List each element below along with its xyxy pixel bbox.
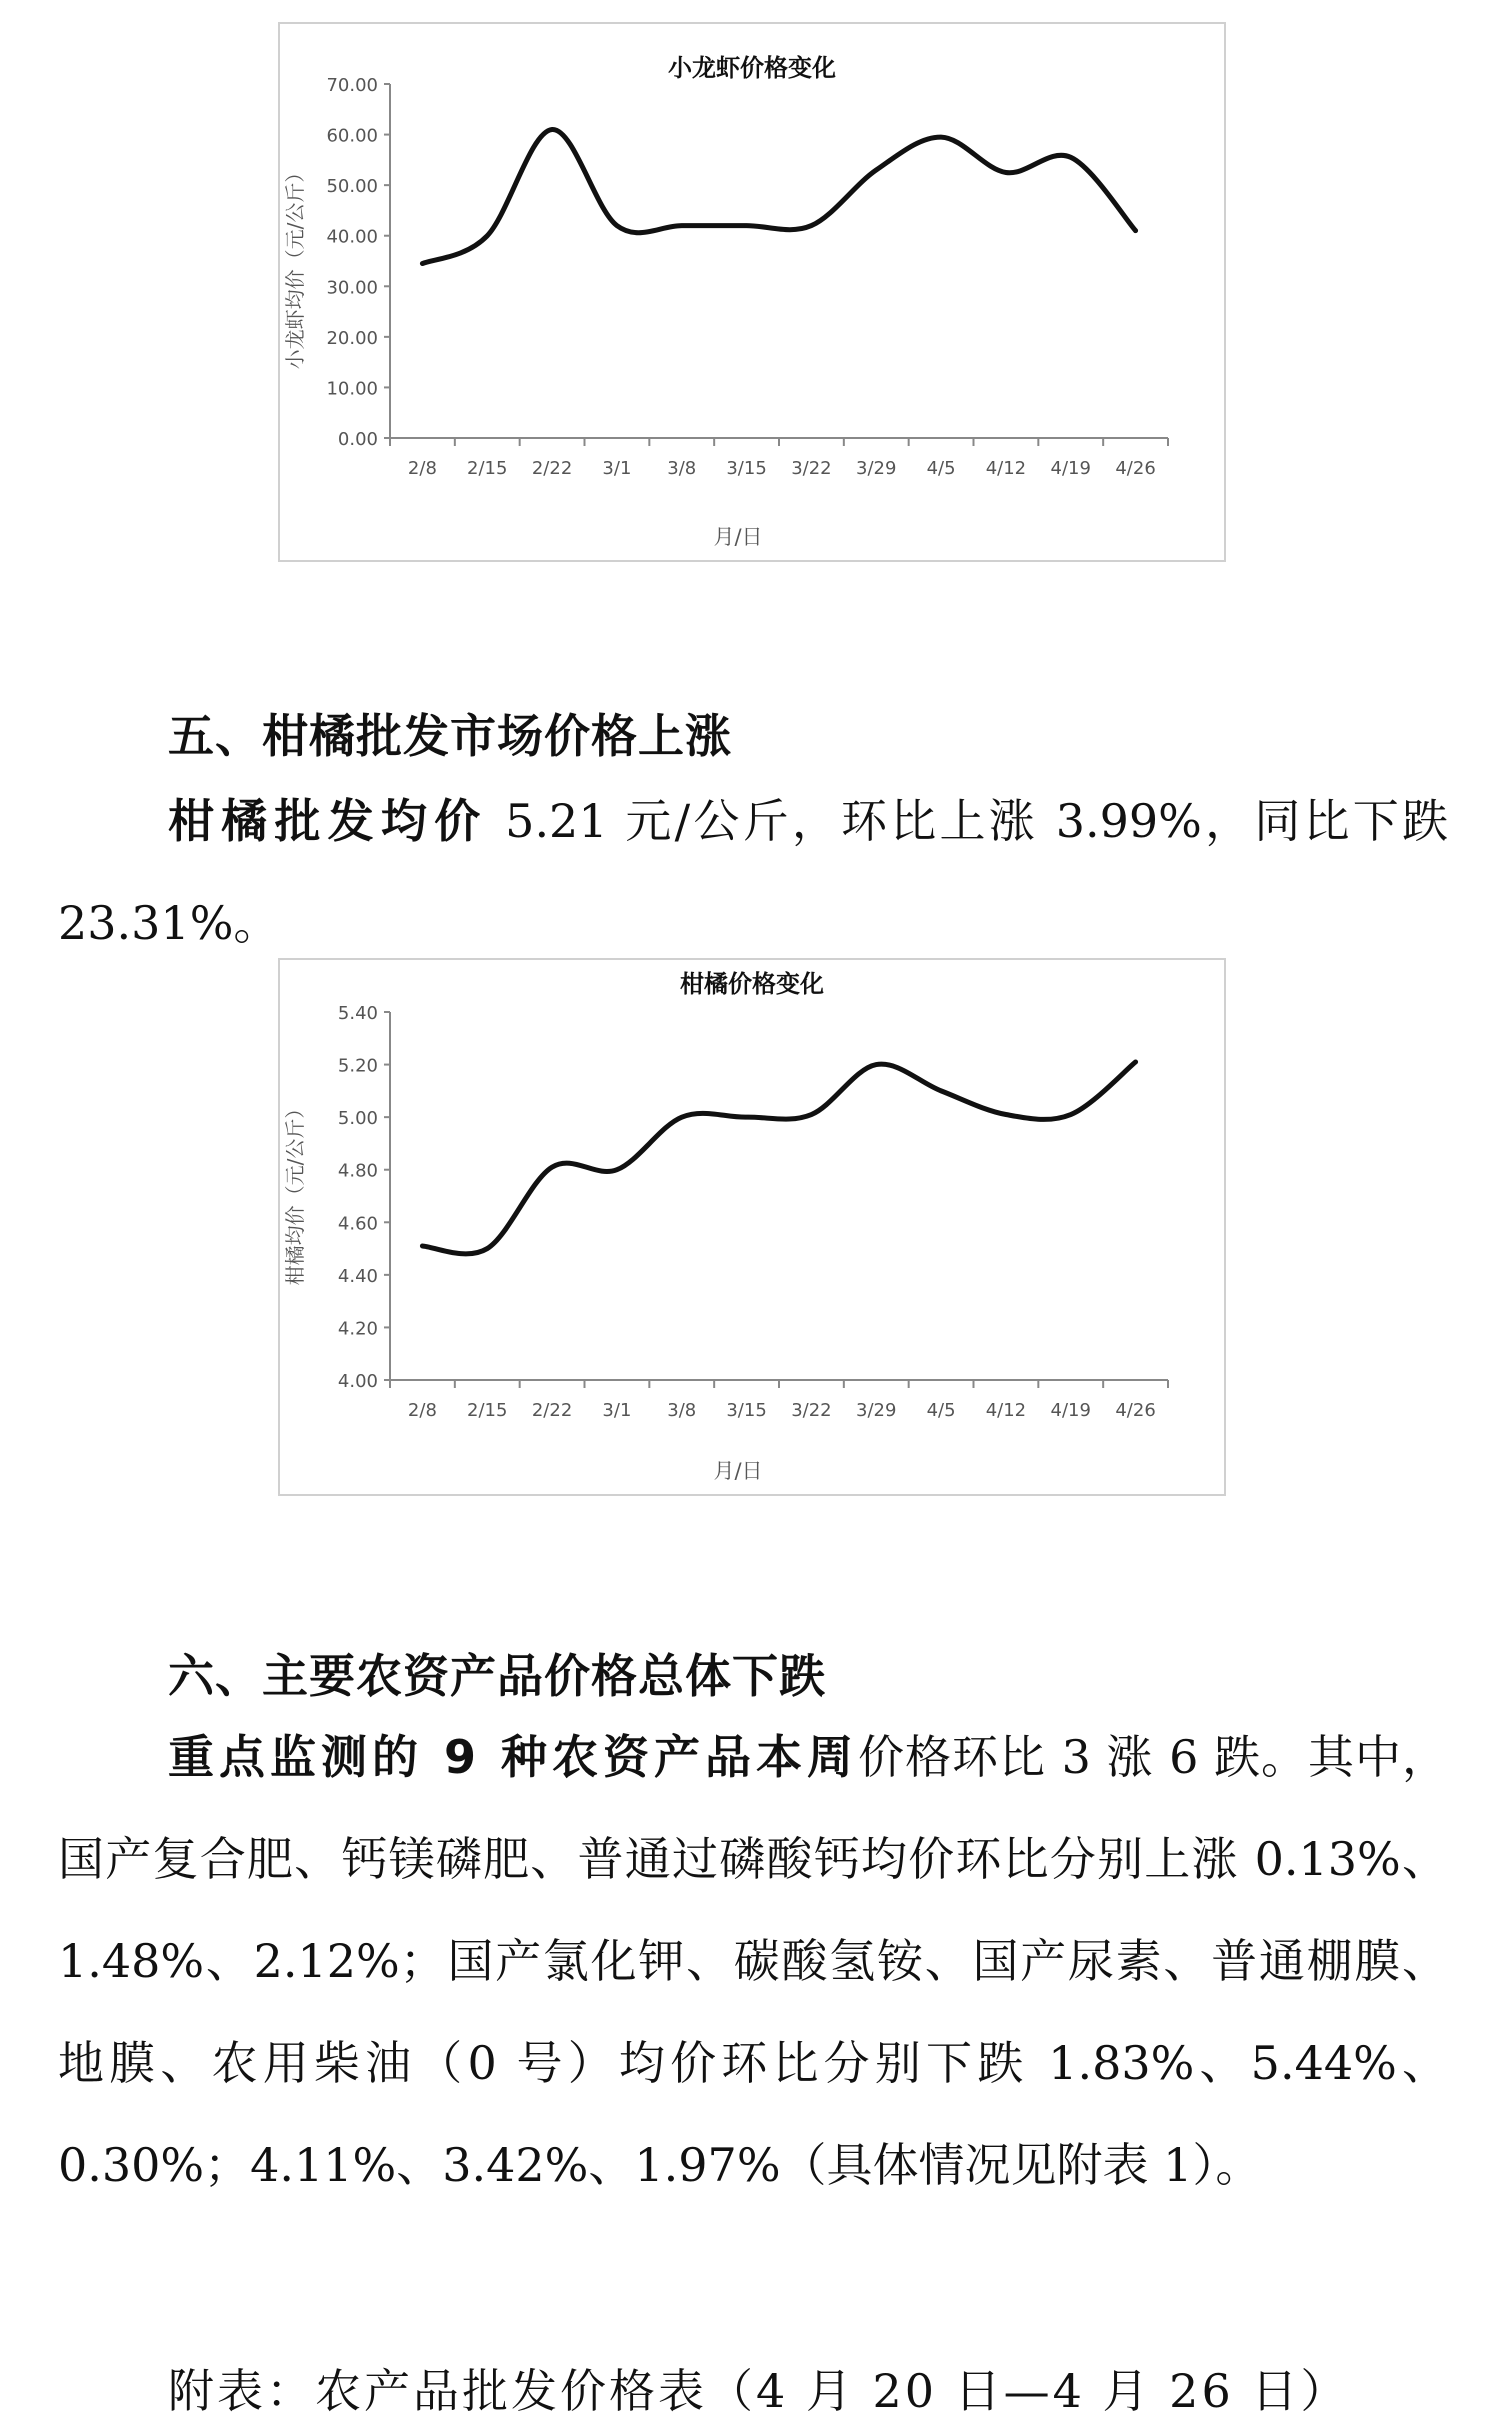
x-tick-label: 4/5 bbox=[926, 1400, 956, 1421]
y-tick-label: 4.00 bbox=[337, 1371, 378, 1392]
section6-bold-lead: 重点监测的 9 种农资产品本周 bbox=[168, 1730, 858, 1784]
data-point bbox=[420, 1244, 424, 1248]
data-point bbox=[745, 1115, 749, 1119]
appendix-caption: 附表：农产品批发价格表（4 月 20 日—4 月 26 日） bbox=[168, 2364, 1350, 2418]
data-point bbox=[680, 224, 684, 228]
data-point bbox=[485, 234, 489, 238]
x-tick-label: 3/1 bbox=[602, 458, 632, 479]
data-point bbox=[874, 168, 878, 172]
x-tick-label: 4/19 bbox=[1050, 1400, 1091, 1421]
data-point bbox=[1004, 171, 1008, 175]
data-point bbox=[1069, 1113, 1073, 1117]
data-point bbox=[615, 1168, 619, 1172]
x-tick-label: 4/5 bbox=[926, 458, 956, 479]
x-tick-label: 3/8 bbox=[667, 1400, 697, 1421]
crayfish-chart-svg bbox=[280, 24, 1224, 560]
y-tick-label: 30.00 bbox=[326, 277, 378, 299]
citrus-price-chart bbox=[278, 958, 1226, 1496]
x-tick-label: 3/29 bbox=[856, 1400, 897, 1421]
x-tick-label: 4/26 bbox=[1115, 1400, 1156, 1421]
y-tick-label: 5.40 bbox=[337, 1003, 378, 1024]
y-tick-label: 70.00 bbox=[326, 75, 378, 96]
x-tick-label: 4/12 bbox=[985, 1400, 1027, 1421]
y-tick-label: 10.00 bbox=[326, 378, 378, 400]
section5-bold-lead: 柑橘批发均价 bbox=[168, 794, 488, 848]
data-point bbox=[745, 224, 749, 228]
series-line bbox=[422, 1062, 1135, 1254]
chart-title: 小龙虾价格变化 bbox=[668, 54, 836, 82]
x-tick-label: 2/15 bbox=[467, 1400, 508, 1421]
x-tick-label: 2/8 bbox=[407, 1400, 437, 1421]
data-point bbox=[809, 224, 813, 228]
crayfish-price-chart bbox=[278, 22, 1226, 562]
y-tick-label: 60.00 bbox=[326, 125, 378, 147]
section5-text: 5.21 元/公斤，环比上涨 3.99%，同比下跌 23.31%。 bbox=[58, 794, 1448, 950]
x-tick-label: 3/1 bbox=[602, 1400, 632, 1421]
y-tick-label: 0.00 bbox=[337, 429, 378, 450]
section6-heading: 六、主要农资产品价格总体下跌 bbox=[168, 1649, 826, 1703]
data-point bbox=[1134, 229, 1138, 233]
data-point bbox=[615, 224, 619, 228]
x-tick-label: 3/29 bbox=[856, 458, 897, 479]
y-tick-label: 4.80 bbox=[337, 1160, 378, 1182]
data-point bbox=[939, 135, 943, 139]
data-point bbox=[1004, 1113, 1008, 1117]
section5-paragraph bbox=[58, 770, 1448, 974]
data-point bbox=[680, 1115, 684, 1119]
series-line bbox=[422, 129, 1135, 263]
x-tick-label: 2/22 bbox=[531, 1400, 573, 1421]
y-tick-label: 4.60 bbox=[337, 1213, 378, 1235]
x-tick-label: 3/15 bbox=[726, 1400, 767, 1421]
section5-heading: 五、柑橘批发市场价格上涨 bbox=[168, 709, 732, 763]
y-tick-label: 50.00 bbox=[326, 176, 378, 198]
y-tick-label: 20.00 bbox=[326, 327, 378, 349]
y-axis-label: 柑橘均价（元/公斤） bbox=[283, 1098, 307, 1286]
data-point bbox=[550, 128, 554, 132]
y-tick-label: 5.00 bbox=[337, 1108, 378, 1130]
x-tick-label: 3/22 bbox=[791, 1400, 832, 1421]
x-tick-label: 3/8 bbox=[667, 458, 697, 479]
data-point bbox=[550, 1165, 554, 1169]
x-tick-label: 2/8 bbox=[407, 458, 437, 479]
data-point bbox=[420, 262, 424, 266]
data-point bbox=[485, 1247, 489, 1251]
y-tick-label: 40.00 bbox=[326, 226, 378, 248]
x-tick-label: 3/15 bbox=[726, 458, 767, 479]
data-point bbox=[809, 1113, 813, 1117]
citrus-chart-svg bbox=[280, 960, 1224, 1494]
y-tick-label: 4.40 bbox=[337, 1265, 378, 1287]
x-tick-label: 2/15 bbox=[467, 458, 508, 479]
data-point bbox=[1069, 155, 1073, 159]
x-axis-label: 月/日 bbox=[713, 1459, 763, 1483]
section6-text: 价格环比 3 涨 6 跌。其中，国产复合肥、钙镁磷肥、普通过磷酸钙均价环比分别上涨 0.13%、1.48%、2.12%；国产氯化钾、碳酸氢铵、国产尿素、普通棚膜、地膜、农用柴油（0 号）均价环比分别下跌 1.83%、5.44%、0.30%；4.11%、3.42%、1.97%（具体情况见附表 1）。 bbox=[58, 1730, 1448, 2192]
x-tick-label: 4/26 bbox=[1115, 458, 1156, 479]
x-tick-label: 3/22 bbox=[791, 458, 832, 479]
section6-paragraph bbox=[58, 1706, 1448, 2216]
x-axis-label: 月/日 bbox=[713, 525, 763, 549]
y-tick-label: 5.20 bbox=[337, 1055, 378, 1077]
data-point bbox=[1134, 1060, 1138, 1064]
x-tick-label: 4/12 bbox=[985, 458, 1027, 479]
x-tick-label: 4/19 bbox=[1050, 458, 1091, 479]
chart-title: 柑橘价格变化 bbox=[680, 970, 824, 998]
data-point bbox=[874, 1063, 878, 1067]
data-point bbox=[939, 1089, 943, 1093]
y-tick-label: 4.20 bbox=[337, 1318, 378, 1340]
x-tick-label: 2/22 bbox=[531, 458, 573, 479]
y-axis-label: 小龙虾均价（元/公斤） bbox=[283, 162, 307, 370]
